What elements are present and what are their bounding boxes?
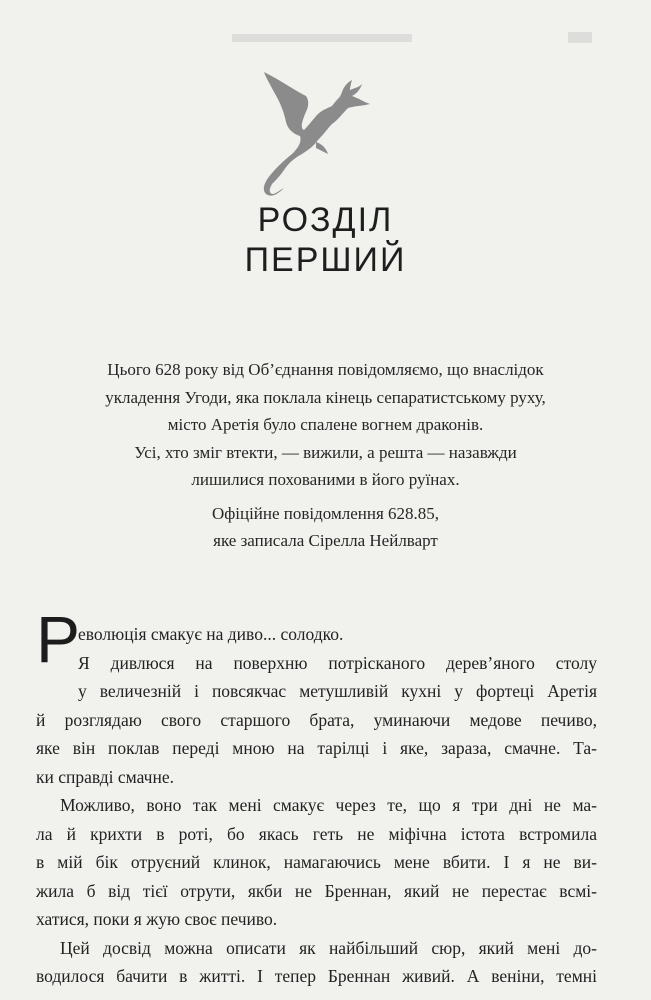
bleed-through-title bbox=[232, 34, 412, 42]
chapter-title-line-2: ПЕРШИЙ bbox=[244, 241, 407, 279]
source-line-1: Офіційне повідомлення 628.85, bbox=[211, 504, 440, 523]
epigraph bbox=[60, 356, 591, 494]
epigraph-line: Усі, хто зміг втекти, — вижили, а решта — назавжди bbox=[134, 442, 517, 462]
body-line: у величезній і повсякчас метушливій кухні у фортеці Аретія bbox=[78, 681, 597, 701]
body-line: яке він поклав переді мною на тарілці і яке, зараза, смачне. Та- bbox=[36, 738, 597, 758]
body-line: Цей досвід можна описати як найбільший сюр, який мені до- bbox=[60, 937, 597, 958]
drop-cap: Р bbox=[36, 602, 81, 676]
body-line: Я дивлюся на поверхню потрісканого дерев’яного столу bbox=[78, 652, 597, 673]
source-line-2: яке записала Сірелла Нейлварт bbox=[213, 531, 438, 550]
epigraph-line: місто Аретія було спалене вогнем драконів. bbox=[167, 415, 484, 434]
dragon-icon bbox=[258, 62, 374, 198]
body-line: водилося бачити в житті. І тепер Бреннан живий. А веніни, темні bbox=[36, 966, 597, 986]
body-line: жила б від тієї отрути, якби не Бреннан, який не перестає всмі- bbox=[36, 880, 597, 901]
epigraph-line: Цього 628 року від Об’єднання повідомляємо, що внаслідок bbox=[107, 360, 544, 379]
body-line: ла й крихти в роті, бо якась геть не міфічна істота встромила bbox=[36, 823, 597, 844]
body-line: еволюція смакує на диво... солодко. bbox=[78, 624, 344, 644]
body-line: хатися, поки я жую своє печиво. bbox=[36, 909, 278, 929]
body-text bbox=[36, 620, 597, 991]
epigraph-line: укладення Угоди, яка поклала кінець сепаратистському руху, bbox=[105, 387, 546, 407]
bleed-through-header bbox=[0, 30, 651, 50]
body-line: ки справді смачне. bbox=[36, 766, 174, 787]
chapter-title-line-1: РОЗДІЛ bbox=[257, 201, 394, 239]
bleed-through-page-number bbox=[568, 32, 592, 43]
body-line: Можливо, воно так мені смакує через те, що я три дні не ма- bbox=[60, 795, 597, 815]
epigraph-line: лишилися похованими в його руїнах. bbox=[191, 470, 460, 489]
body-line: в мій бік отруєний клинок, намагаючись мене вбити. І я не ви- bbox=[36, 852, 597, 872]
epigraph-source bbox=[60, 500, 591, 554]
body-line: й розглядаю свого старшого брата, уминаючи медове печиво, bbox=[36, 709, 597, 730]
chapter-title bbox=[0, 200, 651, 280]
